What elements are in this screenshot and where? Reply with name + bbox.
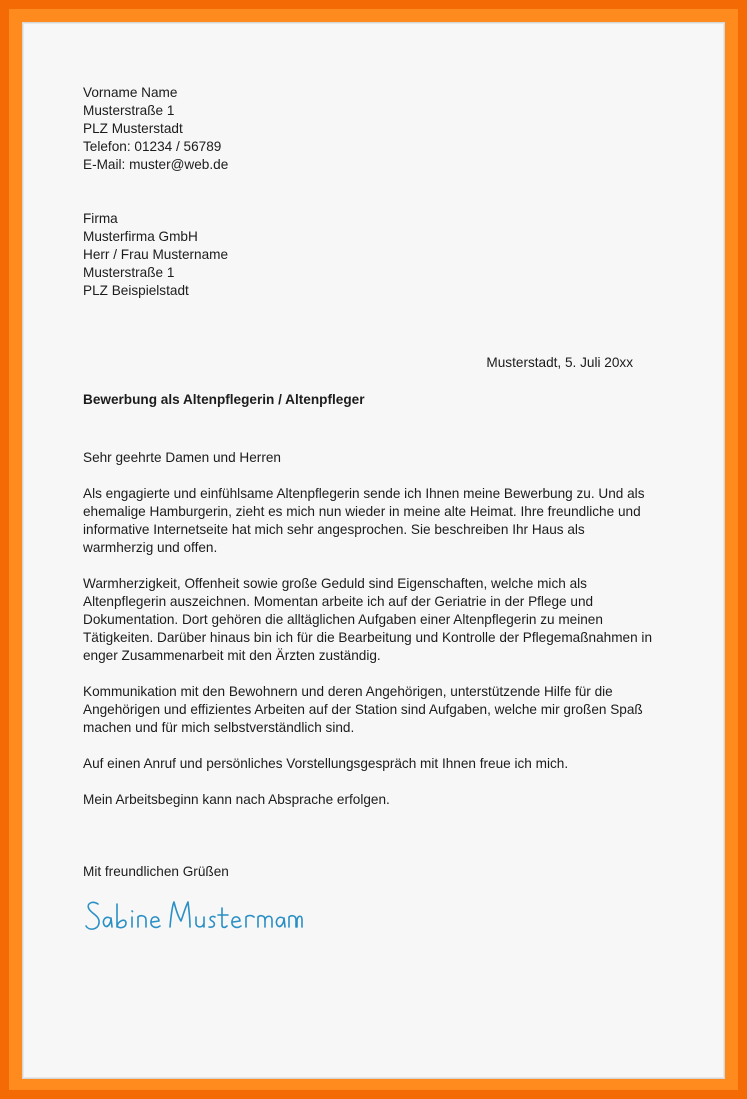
sender-address: [83, 84, 228, 174]
sender-name: Vorname Name: [83, 85, 178, 100]
recipient-label: Firma: [83, 211, 118, 226]
paragraph-1: Als engagierte und einfühlsame Altenpflegerin sende ich Ihnen meine Bewerbung zu. Und als ehemalige Hamburgerin, zieht es mich nun wieder in meine alte Heimat. Ihre freundliche und informative Internetseite hat mich sehr angesprochen. Sie beschreiben Ihr Haus als warmherzig und offen.: [83, 486, 645, 555]
sender-city: PLZ Musterstadt: [83, 121, 183, 136]
letter-date: Musterstadt, 5. Juli 20xx: [486, 355, 633, 370]
paragraph-5: Mein Arbeitsbeginn kann nach Absprache erfolgen.: [83, 792, 390, 807]
paragraph-2: Warmherzigkeit, Offenheit sowie große Geduld sind Eigenschaften, welche mich als Altenpflegerin auszeichnen. Momentan arbeite ich auf der Geriatrie in der Pflege und Dokumentation. Dort gehören die alltäglichen Aufgaben einer Altenpflegerin zu meinen Tätigkeiten. Darüber hinaus bin ich für die Bearbeitung und Kontrolle der Pflegemaßnahmen in enger Zusammenarbeit mit den Ärzten zuständig.: [83, 576, 653, 663]
recipient-street: Musterstraße 1: [83, 265, 175, 280]
recipient-city: PLZ Beispielstadt: [83, 283, 189, 298]
salutation: Sehr geehrte Damen und Herren: [83, 450, 281, 465]
paragraph-4: Auf einen Anruf und persönliches Vorstellungsgespräch mit Ihnen freue ich mich.: [83, 756, 569, 771]
letter-subject: Bewerbung als Altenpflegerin / Altenpfleger: [83, 392, 365, 407]
recipient-contact: Herr / Frau Mustername: [83, 247, 229, 262]
sender-street: Musterstraße 1: [83, 103, 175, 118]
handwritten-signature: [84, 896, 304, 938]
paragraph-3: Kommunikation mit den Bewohnern und deren Angehörigen, unterstützende Hilfe für die Angehörigen und effizientes Arbeiten auf der Station sind Aufgaben, welche mir großen Spaß machen und für mich selbstverständlich sind.: [83, 684, 643, 735]
recipient-address: [83, 210, 228, 300]
sender-phone: Telefon: 01234 / 56789: [83, 139, 222, 154]
recipient-company: Musterfirma GmbH: [83, 229, 198, 244]
sender-email: E-Mail: muster@web.de: [83, 157, 229, 172]
closing: Mit freundlichen Grüßen: [83, 864, 229, 879]
